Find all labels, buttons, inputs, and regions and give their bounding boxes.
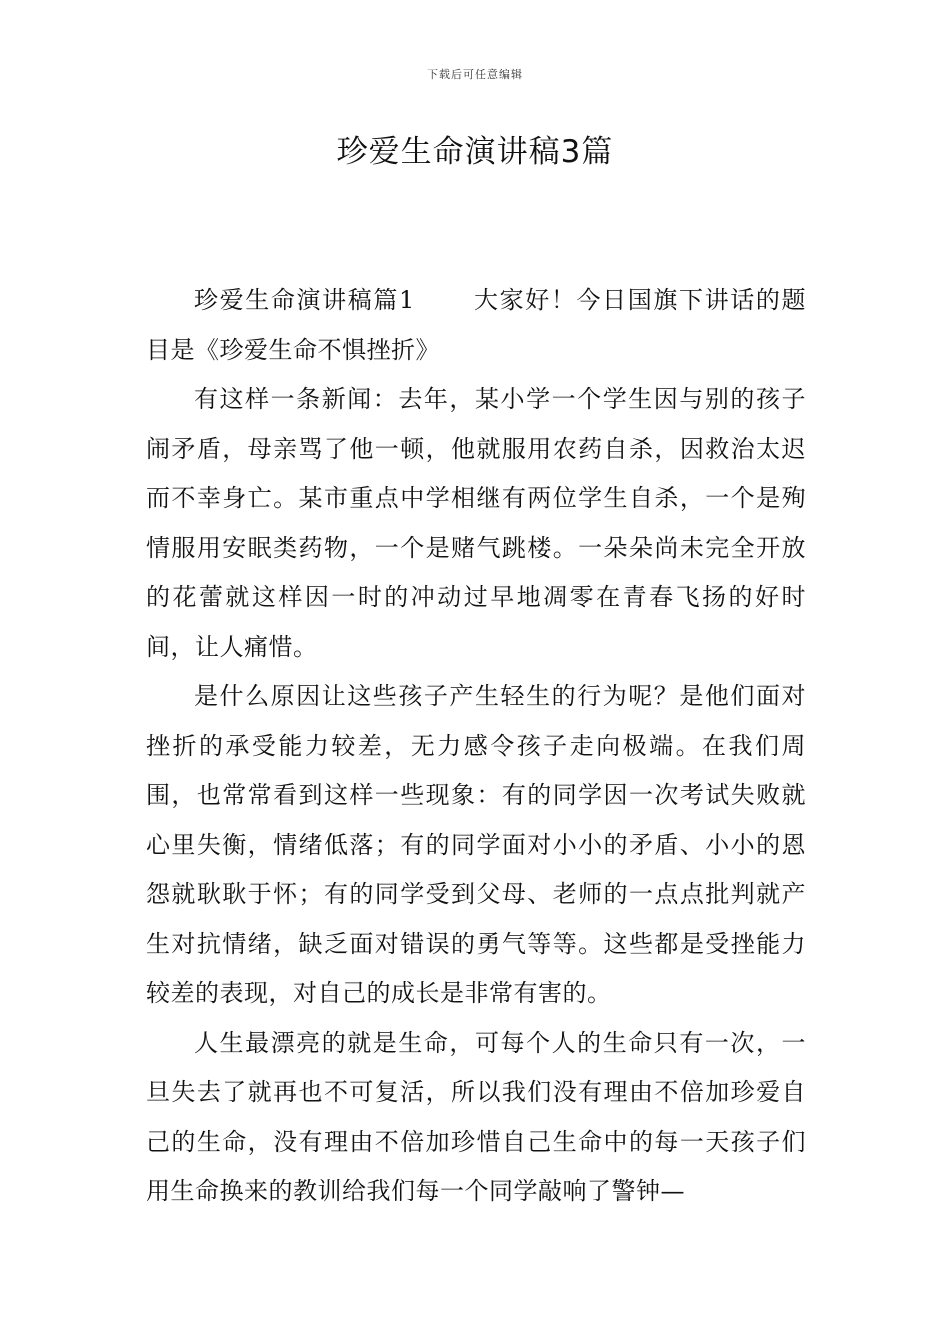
- paragraph-1-text: 大家好！今日国旗下讲话的题目是《珍爱生命不惧挫折》: [146, 286, 806, 364]
- paragraph-2: 有这样一条新闻：去年，某小学一个学生因与别的孩子闹矛盾，母亲骂了他一顿，他就服用农药自杀，因救治太迟而不幸身亡。某市重点中学相继有两位学生自杀，一个是殉情服用安眠类药物，一个是赌气跳楼。一朵朵尚未完全开放的花蕾就这样因一时的冲动过早地凋零在青春飞扬的好时间，让人痛惜。: [146, 385, 806, 661]
- section-heading: 珍爱生命演讲稿篇1: [194, 286, 415, 314]
- paragraph-4: 人生最漂亮的就是生命，可每个人的生命只有一次，一旦失去了就再也不可复活，所以我们没有理由不倍加珍爱自己的生命，没有理由不倍加珍惜自己生命中的每一天孩子们用生命换来的教训给我们每一个同学敲响了警钟—: [146, 1028, 806, 1205]
- document-body: [146, 276, 806, 1217]
- page-header-note: 下载后可任意编辑: [427, 68, 523, 81]
- document-title: 珍爱生命演讲稿3篇: [336, 134, 614, 170]
- paragraph-1: [146, 276, 806, 375]
- paragraph-3: 是什么原因让这些孩子产生轻生的行为呢？是他们面对挫折的承受能力较差，无力感令孩子走向极端。在我们周围，也常常看到这样一些现象：有的同学因一次考试失败就心里失衡，情绪低落；有的同学面对小小的矛盾、小小的恩怨就耿耿于怀；有的同学受到父母、老师的一点点批判就产生对抗情绪，缺乏面对错误的勇气等等。这些都是受挫能力较差的表现，对自己的成长是非常有害的。: [146, 682, 806, 1007]
